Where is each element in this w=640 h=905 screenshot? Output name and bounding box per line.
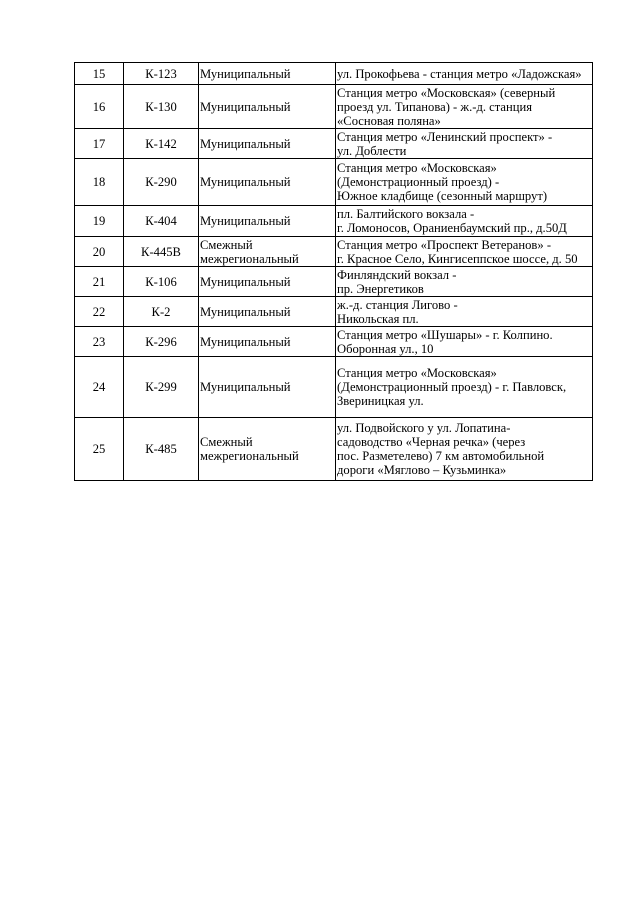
row-number-cell: 18: [75, 159, 124, 206]
table-row: [75, 327, 593, 357]
route-code-cell: К-485: [124, 418, 199, 481]
row-number-cell: 20: [75, 237, 124, 267]
routes-table: [74, 62, 593, 481]
route-type-cell: Смежный межрегиональный: [199, 418, 336, 481]
route-path-cell: пл. Балтийского вокзала - г. Ломоносов, Ораниенбаумский пр., д.50Д: [336, 206, 593, 237]
route-code-cell: К-130: [124, 85, 199, 129]
route-type-cell: Муниципальный: [199, 159, 336, 206]
route-path-cell: Станция метро «Московская» (северный проезд ул. Типанова) - ж.-д. станция «Сосновая поляна»: [336, 85, 593, 129]
route-code-cell: К-142: [124, 129, 199, 159]
table-row: [75, 206, 593, 237]
route-type-cell: Муниципальный: [199, 297, 336, 327]
row-number-cell: 19: [75, 206, 124, 237]
row-number-cell: 21: [75, 267, 124, 297]
row-number-cell: 24: [75, 357, 124, 418]
table-row: [75, 297, 593, 327]
route-type-cell: Смежный межрегиональный: [199, 237, 336, 267]
route-type-cell: Муниципальный: [199, 129, 336, 159]
route-path-cell: Станция метро «Московская» (Демонстрационный проезд) - г. Павловск, Звериницкая ул.: [336, 357, 593, 418]
route-path-cell: Станция метро «Ленинский проспект» - ул. Доблести: [336, 129, 593, 159]
route-code-cell: К-404: [124, 206, 199, 237]
route-code-cell: К-106: [124, 267, 199, 297]
route-code-cell: К-2: [124, 297, 199, 327]
route-path-cell: Финляндский вокзал - пр. Энергетиков: [336, 267, 593, 297]
table-row: [75, 159, 593, 206]
route-path-cell: ул. Прокофьева - станция метро «Ладожская»: [336, 63, 593, 85]
route-path-cell: Станция метро «Шушары» - г. Колпино. Оборонная ул., 10: [336, 327, 593, 357]
route-type-cell: Муниципальный: [199, 357, 336, 418]
route-path-cell: Станция метро «Проспект Ветеранов» - г. Красное Село, Кингисеппское шоссе, д. 50: [336, 237, 593, 267]
route-code-cell: К-290: [124, 159, 199, 206]
table-row: [75, 63, 593, 85]
route-type-cell: Муниципальный: [199, 267, 336, 297]
route-path-cell: ул. Подвойского у ул. Лопатина- садоводство «Черная речка» (через пос. Разметелево) 7 км автомобильной дороги «Мяглово – Кузьминка»: [336, 418, 593, 481]
route-type-cell: Муниципальный: [199, 63, 336, 85]
route-path-cell: Станция метро «Московская» (Демонстрационный проезд) - Южное кладбище (сезонный маршрут): [336, 159, 593, 206]
route-type-cell: Муниципальный: [199, 85, 336, 129]
route-code-cell: К-123: [124, 63, 199, 85]
route-type-cell: Муниципальный: [199, 206, 336, 237]
row-number-cell: 16: [75, 85, 124, 129]
table-row: [75, 357, 593, 418]
row-number-cell: 22: [75, 297, 124, 327]
row-number-cell: 23: [75, 327, 124, 357]
table-row: [75, 237, 593, 267]
row-number-cell: 25: [75, 418, 124, 481]
route-code-cell: К-299: [124, 357, 199, 418]
table-row: [75, 267, 593, 297]
row-number-cell: 17: [75, 129, 124, 159]
route-code-cell: К-445В: [124, 237, 199, 267]
routes-table-body: [75, 63, 593, 481]
route-code-cell: К-296: [124, 327, 199, 357]
route-type-cell: Муниципальный: [199, 327, 336, 357]
table-row: [75, 129, 593, 159]
table-row: [75, 85, 593, 129]
table-row: [75, 418, 593, 481]
row-number-cell: 15: [75, 63, 124, 85]
route-path-cell: ж.-д. станция Лигово - Никольская пл.: [336, 297, 593, 327]
